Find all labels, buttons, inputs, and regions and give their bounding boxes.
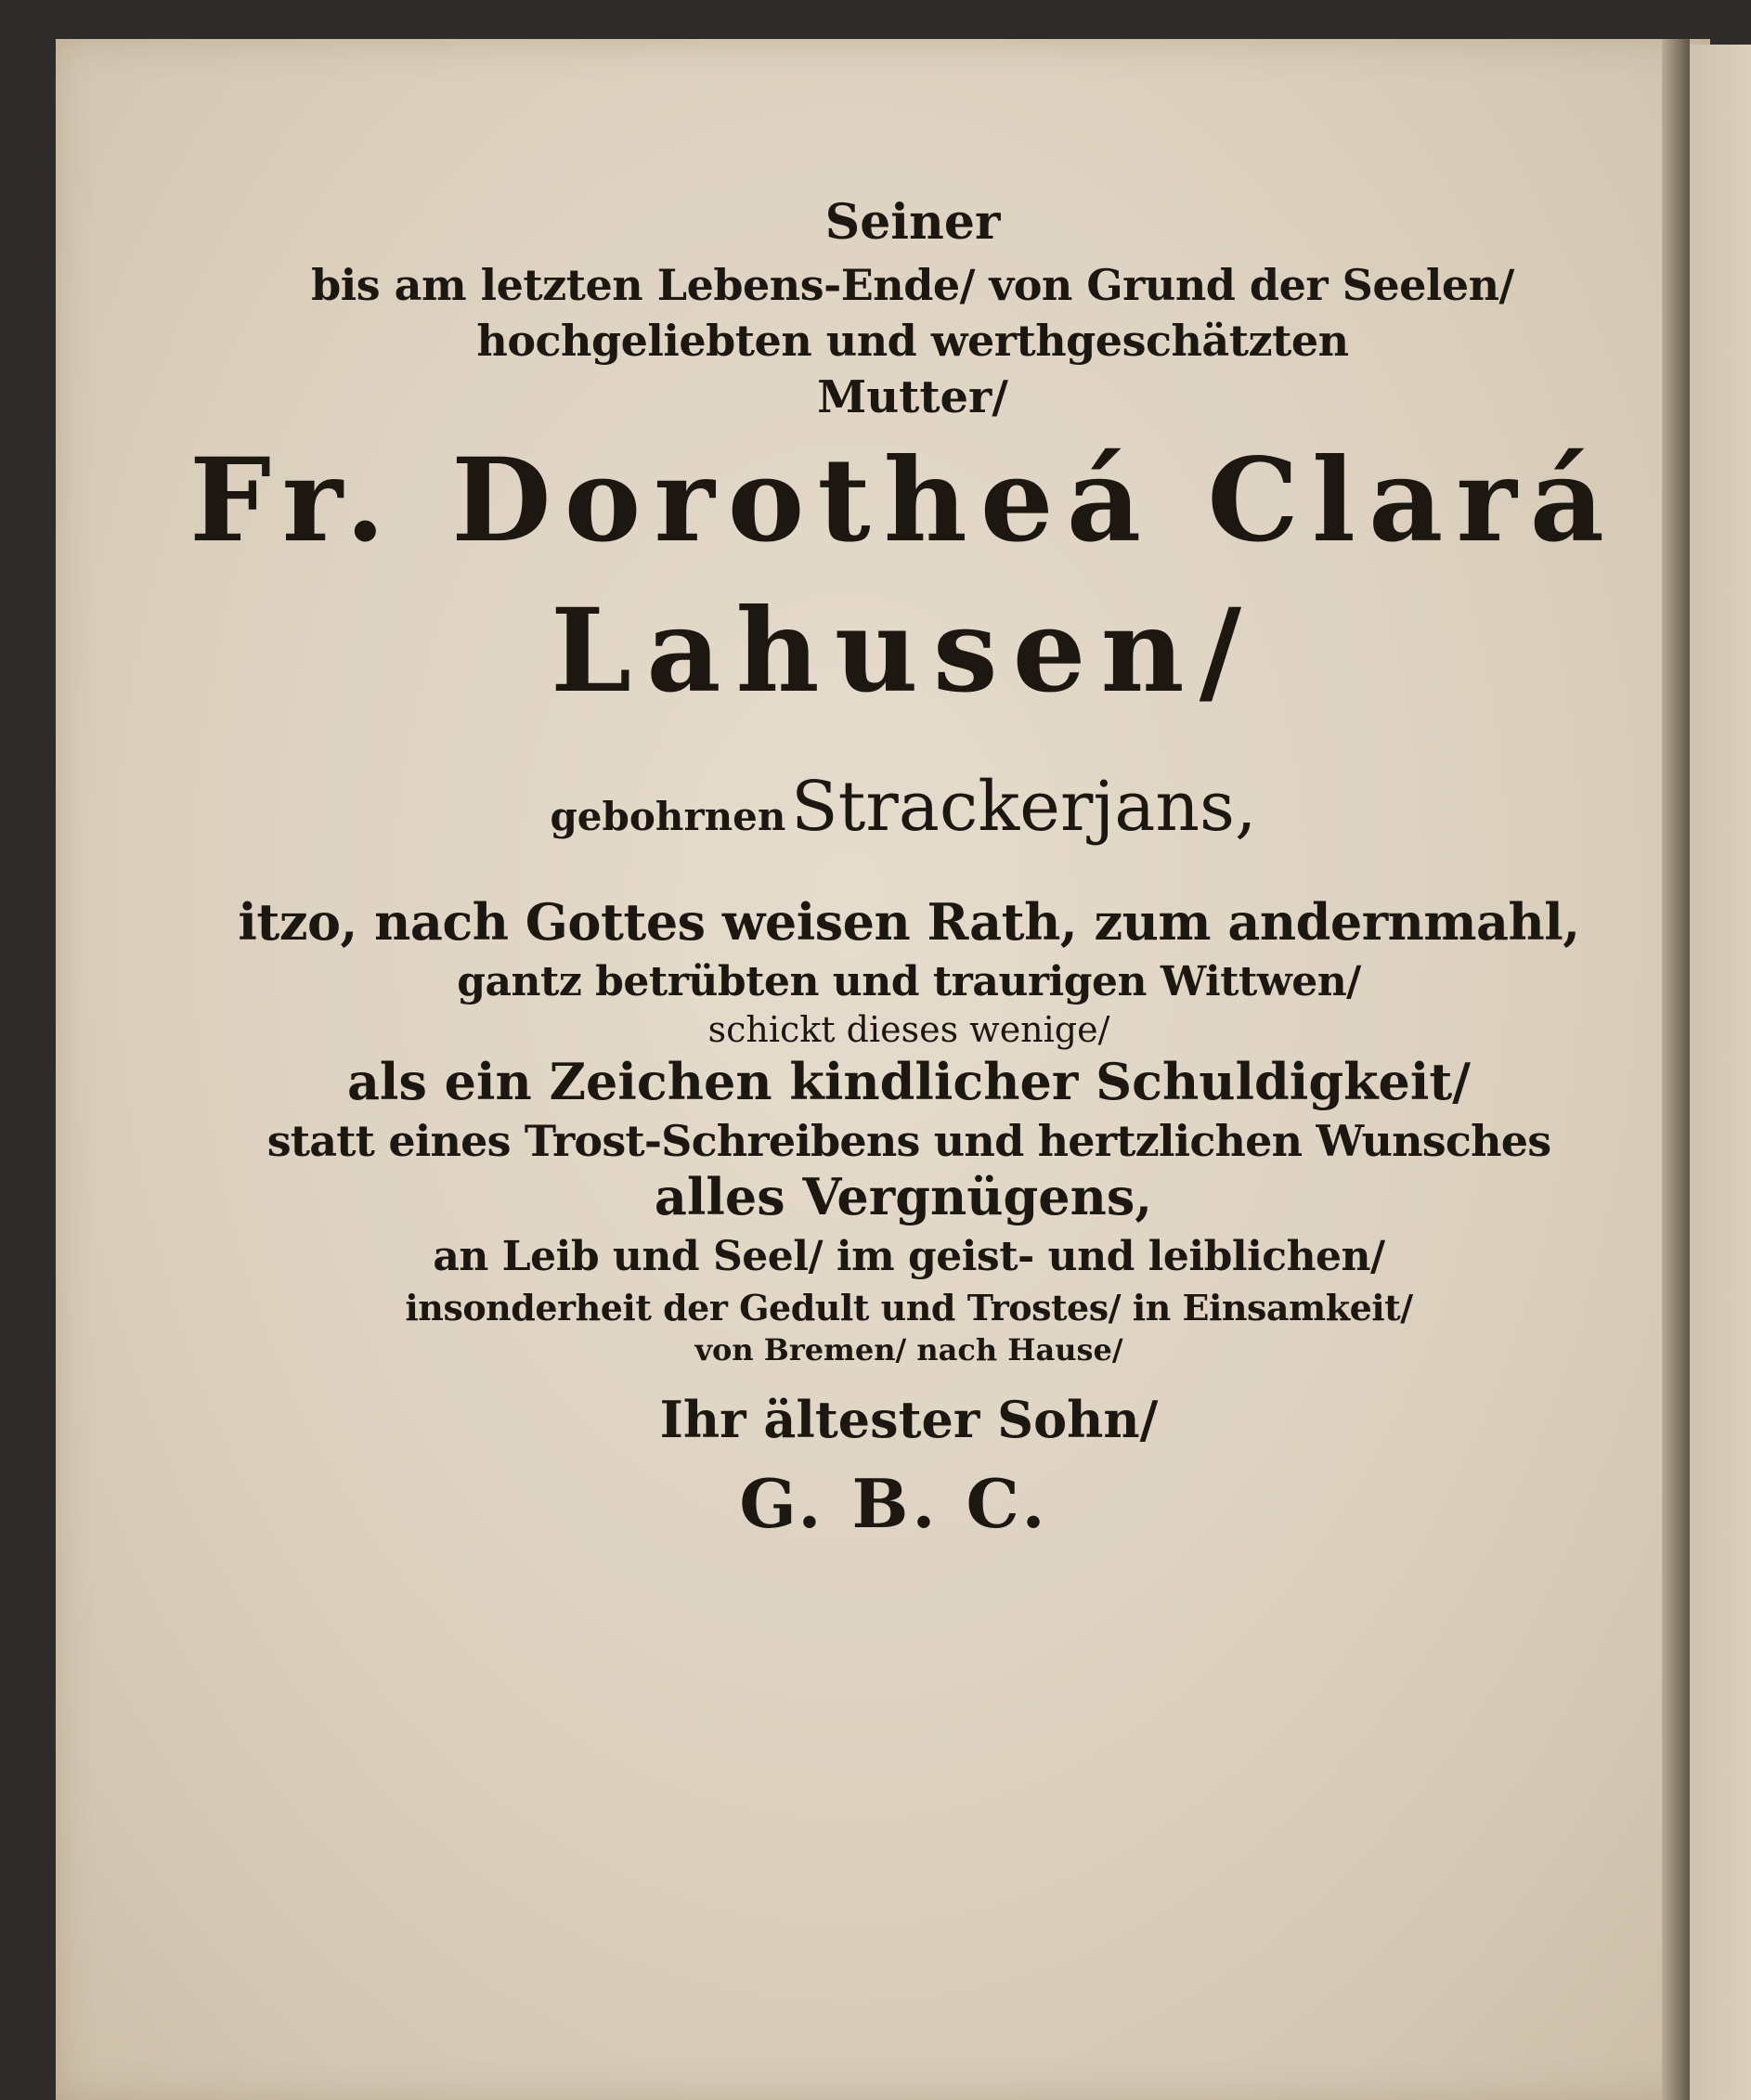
line-gantz: gantz betrübten und traurigen Wittwen/ [457,958,1361,1005]
line-name-dorothea-clara: Fr. Dorotheá Clará [188,434,1618,568]
line-mutter: Mutter/ [817,371,1008,423]
line-an-leib-und-seel: an Leib und Seel/ im geist- und leiblichen/ [433,1233,1385,1280]
strackerjans-word: Strackerjans, [790,767,1257,847]
line-hochgeliebten: hochgeliebten und werthgeschätzten [476,316,1349,366]
line-gebohrnen [0,767,1751,847]
line-als-ein-zeichen: als ein Zeichen kindlicher Schuldigkeit/ [346,1052,1472,1111]
line-itzo: itzo, nach Gottes weisen Rath, zum andernmahl, [238,892,1580,952]
line-seiner: Seiner [824,194,1001,251]
line-bis-am-letzten: bis am letzten Lebens-Ende/ von Grund der Seelen/ [311,260,1514,310]
gebohrnen-word: gebohrnen [550,794,786,839]
line-von-bremen: von Bremen/ nach Hause/ [694,1332,1123,1368]
line-statt-eines: statt eines Trost-Schreibens und hertzlichen Wunsches [266,1116,1551,1166]
line-insonderheit: insonderheit der Gedult und Trostes/ in Einsamkeit/ [405,1287,1413,1329]
line-schickt: schickt dieses wenige/ [707,1009,1110,1050]
line-ihr-aeltester-sohn: Ihr ältester Sohn/ [659,1390,1159,1449]
line-name-lahusen: Lahusen/ [551,584,1256,719]
line-initials: G. B. C. [739,1464,1049,1543]
line-alles-vergnuegens: alles Vergnügens, [654,1167,1153,1226]
